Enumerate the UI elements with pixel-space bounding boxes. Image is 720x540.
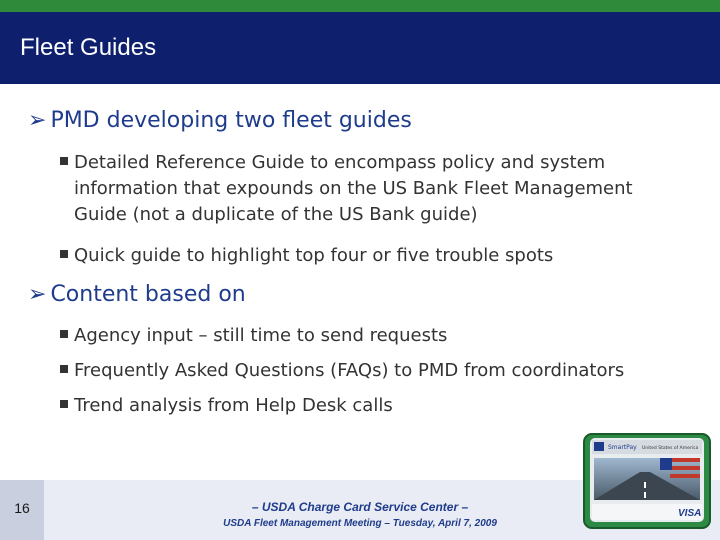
card-country-text: United States of America xyxy=(642,446,699,451)
bullet-level1 xyxy=(28,108,412,133)
arrow-bullet-icon: ➢ xyxy=(28,108,47,133)
bullet-text: Content based on xyxy=(50,282,246,307)
square-bullet-icon xyxy=(60,157,68,165)
square-bullet-icon xyxy=(60,400,68,408)
square-bullet-icon xyxy=(60,330,68,338)
bullet-level2 xyxy=(60,150,700,228)
card-brand-text: SmartPay xyxy=(608,444,637,451)
bullet-level1 xyxy=(28,282,246,307)
bullet-level2 xyxy=(60,243,700,269)
bullet-line: information that expounds on the US Bank Fleet Management xyxy=(74,178,633,199)
bullet-level2 xyxy=(60,323,700,349)
square-bullet-icon xyxy=(60,365,68,373)
footer-line2: USDA Fleet Management Meeting – Tuesday, April 7, 2009 xyxy=(223,518,497,529)
slide-title: Fleet Guides xyxy=(20,34,157,61)
bullet-text: PMD developing two fleet guides xyxy=(50,108,412,133)
visa-logo-text: VISA xyxy=(678,508,702,519)
page-number: 16 xyxy=(14,500,30,516)
bullet-level2 xyxy=(60,358,700,384)
footer-line1: – USDA Charge Card Service Center – xyxy=(251,500,469,514)
bullet-level2 xyxy=(60,393,700,419)
bullet-line: Frequently Asked Questions (FAQs) to PMD from coordinators xyxy=(74,360,625,381)
bullet-line: Quick guide to highlight top four or five trouble spots xyxy=(74,245,554,266)
bullet-line: Detailed Reference Guide to encompass policy and system xyxy=(74,152,606,173)
bullet-line: Agency input – still time to send requests xyxy=(74,325,448,346)
bullet-line: Guide (not a duplicate of the US Bank guide) xyxy=(74,204,478,225)
fleet-card-image xyxy=(580,432,714,532)
arrow-bullet-icon: ➢ xyxy=(28,282,47,307)
square-bullet-icon xyxy=(60,250,68,258)
bullet-line: Trend analysis from Help Desk calls xyxy=(74,395,393,416)
